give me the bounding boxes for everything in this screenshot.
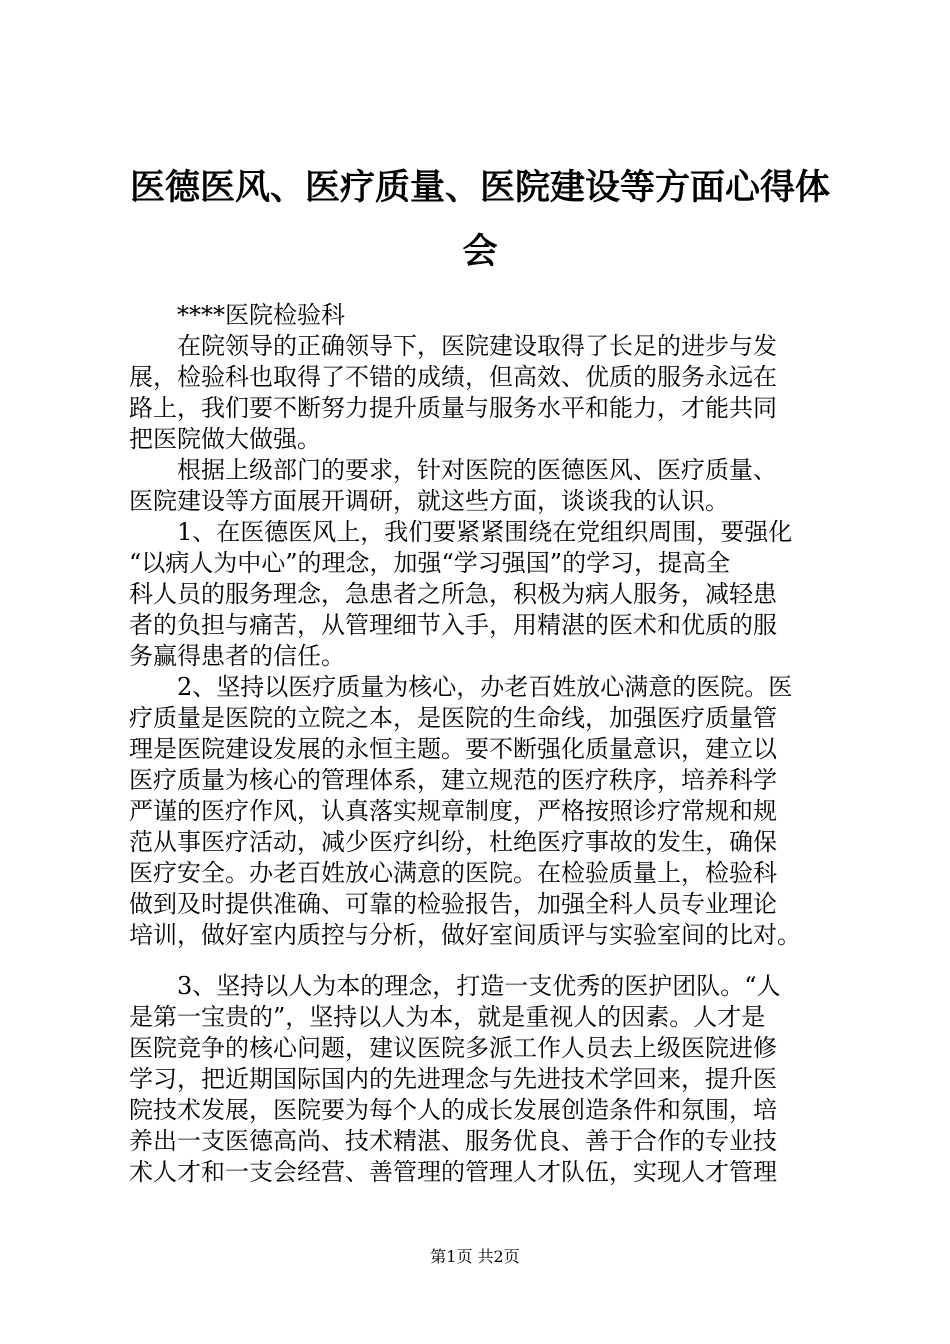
body-line: 术人才和一支会经营、善管理的管理人才队伍，实现人才管理	[129, 1158, 777, 1186]
body-line: 展，检验科也取得了不错的成绩，但高效、优质的服务永远在	[129, 363, 777, 391]
body-line: 疗质量是医院的立院之本，是医院的生命线，加强医疗质量管	[129, 704, 777, 732]
body-line: 1、在医德医风上，我们要紧紧围绕在党组织周围，要强化	[129, 518, 793, 546]
body-line: 做到及时提供准确、可靠的检验报告，加强全科人员专业理论	[129, 890, 777, 918]
body-line: 严谨的医疗作风，认真落实规章制度，严格按照诊疗常规和规	[129, 797, 777, 825]
body-line: “以病人为中心”的理念，加强“学习强国”的学习，提高全	[129, 549, 731, 577]
body-line: 医院竞争的核心问题，建议医院多派工作人员去上级医院进修	[129, 1034, 777, 1062]
body-line: 科人员的服务理念，急患者之所急，积极为病人服务，减轻患	[129, 580, 777, 608]
body-line: 根据上级部门的要求，针对医院的医德医风、医疗质量、	[129, 456, 777, 484]
body-line: 培训，做好室内质控与分析，做好室间质评与实验室间的比对。	[129, 921, 801, 949]
document-title-line-2: 会	[462, 232, 498, 272]
page-footer: 第1页 共2页	[430, 1247, 520, 1266]
body-line: 2、坚持以医疗质量为核心，办老百姓放心满意的医院。医	[129, 673, 793, 701]
body-line: 养出一支医德高尚、技术精湛、服务优良、善于合作的专业技	[129, 1127, 777, 1155]
body-line: 路上，我们要不断努力提升质量与服务水平和能力，才能共同	[129, 394, 777, 422]
document-title-line-1: 医德医风、医疗质量、医院建设等方面心得体	[129, 168, 830, 208]
body-line: 把医院做大做强。	[129, 425, 321, 453]
body-line: 理是医院建设发展的永恒主题。要不断强化质量意识，建立以	[129, 735, 777, 763]
body-line: ****医院检验科	[129, 301, 345, 329]
body-line: 医疗安全。办老百姓放心满意的医院。在检验质量上，检验科	[129, 859, 777, 887]
body-line: 务赢得患者的信任。	[129, 642, 345, 670]
body-line: 范从事医疗活动，减少医疗纠纷，杜绝医疗事故的发生，确保	[129, 828, 777, 856]
body-line: 院技术发展，医院要为每个人的成长发展创造条件和氛围，培	[129, 1096, 777, 1124]
body-line: 医疗质量为核心的管理体系，建立规范的医疗秩序，培养科学	[129, 766, 777, 794]
body-line: 学习，把近期国际国内的先进理念与先进技术学回来，提升医	[129, 1065, 777, 1093]
body-line: 在院领导的正确领导下，医院建设取得了长足的进步与发	[129, 332, 777, 360]
body-line: 医院建设等方面展开调研，就这些方面，谈谈我的认识。	[129, 487, 729, 515]
body-line: 者的负担与痛苦，从管理细节入手，用精湛的医术和优质的服	[129, 611, 777, 639]
body-line: 3、坚持以人为本的理念，打造一支优秀的医护团队。“人	[129, 972, 781, 1000]
body-line: 是第一宝贵的”，坚持以人为本，就是重视人的因素。人才是	[129, 1003, 766, 1031]
